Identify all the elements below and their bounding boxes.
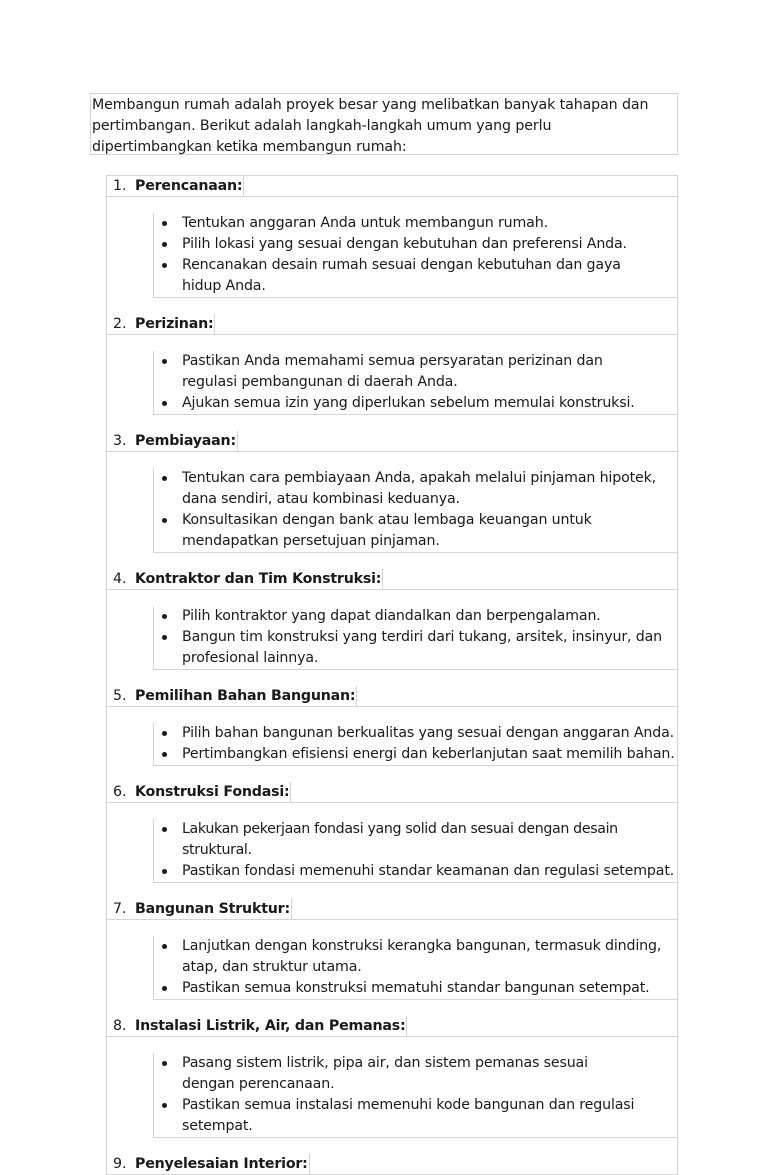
- step-6: [107, 782, 677, 883]
- bullet-text: Pasang sistem listrik, pipa air, dan sistem pemanas sesuai dengan perencanaan.: [182, 1055, 588, 1092]
- intro-paragraph: Membangun rumah adalah proyek besar yang melibatkan banyak tahapan dan pertimbangan. Berikut adalah langkah-langkah umum yang perlu dipertimbangkan ketika membangun rumah:: [90, 93, 678, 155]
- bullet-text: Lanjutkan dengan konstruksi kerangka bangunan, termasuk dinding, atap, dan struktur utama.: [182, 938, 662, 975]
- bullet-list: [153, 213, 677, 298]
- step-1: [107, 176, 677, 298]
- list-item: [154, 819, 677, 861]
- step-title: Kontraktor dan Tim Konstruksi:: [135, 571, 382, 587]
- list-item: [154, 1053, 677, 1095]
- step-header: [107, 1016, 677, 1037]
- bullet-icon: [162, 401, 167, 406]
- bullet-icon: [162, 518, 167, 523]
- step-header: [107, 314, 677, 335]
- step-title: Instalasi Listrik, Air, dan Pemanas:: [135, 1018, 406, 1034]
- bullet-text: Pastikan Anda memahami semua persyaratan perizinan dan regulasi pembangunan di daerah Anda.: [182, 353, 603, 390]
- bullet-icon: [162, 635, 167, 640]
- bullet-text: Pastikan fondasi memenuhi standar keamanan dan regulasi setempat.: [182, 863, 675, 879]
- bullet-icon: [162, 221, 167, 226]
- bullet-list: [153, 468, 677, 553]
- step-7: [107, 899, 677, 1000]
- bullet-text: Pilih kontraktor yang dapat diandalkan dan berpengalaman.: [182, 608, 601, 624]
- bullet-icon: [162, 731, 167, 736]
- step-header: [107, 431, 677, 452]
- list-item: [154, 234, 677, 255]
- step-title: Perencanaan:: [135, 178, 243, 194]
- bullet-text: Pastikan semua konstruksi mematuhi standar bangunan setempat.: [182, 980, 650, 996]
- step-number: 7.: [113, 901, 127, 917]
- step-number: 1.: [113, 178, 127, 194]
- step-5: [107, 686, 677, 766]
- list-item: [154, 351, 677, 393]
- list-item: [154, 255, 677, 297]
- bullet-icon: [162, 752, 167, 757]
- list-item: [154, 723, 677, 744]
- steps-list: [106, 175, 678, 1175]
- bullet-text: Lakukan pekerjaan fondasi yang solid dan sesuai dengan desain struktural.: [182, 821, 618, 858]
- bullet-icon: [162, 1061, 167, 1066]
- step-8: [107, 1016, 677, 1138]
- step-3: [107, 431, 677, 553]
- bullet-icon: [162, 1103, 167, 1108]
- bullet-list: [153, 723, 677, 766]
- step-number: 2.: [113, 316, 127, 332]
- bullet-text: Bangun tim konstruksi yang terdiri dari tukang, arsitek, insinyur, dan profesional lainnya.: [182, 629, 662, 666]
- step-number: 9.: [113, 1156, 127, 1172]
- list-item: [154, 213, 677, 234]
- step-title: Pembiayaan:: [135, 433, 236, 449]
- list-item: [154, 510, 677, 552]
- bullet-icon: [162, 827, 167, 832]
- bullet-text: Ajukan semua izin yang diperlukan sebelum memulai konstruksi.: [182, 395, 635, 411]
- list-item: [154, 744, 677, 765]
- list-item: [154, 861, 677, 882]
- step-number: 3.: [113, 433, 127, 449]
- bullet-list: [153, 606, 677, 670]
- bullet-icon: [162, 614, 167, 619]
- bullet-icon: [162, 242, 167, 247]
- step-title: Pemilihan Bahan Bangunan:: [135, 688, 356, 704]
- step-title: Perizinan:: [135, 316, 214, 332]
- bullet-text: Pertimbangkan efisiensi energi dan keberlanjutan saat memilih bahan.: [182, 746, 675, 762]
- list-item: [154, 978, 677, 999]
- step-header: [107, 569, 677, 590]
- step-title: Konstruksi Fondasi:: [135, 784, 290, 800]
- step-title: Penyelesaian Interior:: [135, 1156, 308, 1172]
- step-4: [107, 569, 677, 670]
- step-number: 4.: [113, 571, 127, 587]
- step-header: [107, 899, 677, 920]
- bullet-text: Tentukan anggaran Anda untuk membangun rumah.: [182, 215, 548, 231]
- step-header: [107, 686, 677, 707]
- step-number: 6.: [113, 784, 127, 800]
- list-item: [154, 606, 677, 627]
- step-header: [107, 176, 677, 197]
- bullet-text: Tentukan cara pembiayaan Anda, apakah melalui pinjaman hipotek, dana sendiri, atau kombinasi keduanya.: [182, 470, 657, 507]
- step-number: 8.: [113, 1018, 127, 1034]
- bullet-text: Pastikan semua instalasi memenuhi kode bangunan dan regulasi setempat.: [182, 1097, 635, 1134]
- bullet-icon: [162, 263, 167, 268]
- bullet-icon: [162, 986, 167, 991]
- step-9: [107, 1154, 677, 1175]
- bullet-icon: [162, 359, 167, 364]
- bullet-list: [153, 819, 677, 883]
- list-item: [154, 936, 677, 978]
- bullet-list: [153, 1053, 677, 1138]
- list-item: [154, 393, 677, 414]
- bullet-text: Pilih lokasi yang sesuai dengan kebutuhan dan preferensi Anda.: [182, 236, 627, 252]
- list-item: [154, 468, 677, 510]
- bullet-icon: [162, 476, 167, 481]
- bullet-text: Pilih bahan bangunan berkualitas yang sesuai dengan anggaran Anda.: [182, 725, 675, 741]
- bullet-list: [153, 936, 677, 1000]
- step-number: 5.: [113, 688, 127, 704]
- step-2: [107, 314, 677, 415]
- bullet-text: Konsultasikan dengan bank atau lembaga keuangan untuk mendapatkan persetujuan pinjaman.: [182, 512, 592, 549]
- list-item: [154, 627, 677, 669]
- bullet-icon: [162, 944, 167, 949]
- list-item: [154, 1095, 677, 1137]
- bullet-icon: [162, 869, 167, 874]
- bullet-list: [153, 351, 677, 415]
- step-header: [107, 782, 677, 803]
- bullet-text: Rencanakan desain rumah sesuai dengan kebutuhan dan gaya hidup Anda.: [182, 257, 621, 294]
- step-header: [107, 1154, 677, 1175]
- step-title: Bangunan Struktur:: [135, 901, 290, 917]
